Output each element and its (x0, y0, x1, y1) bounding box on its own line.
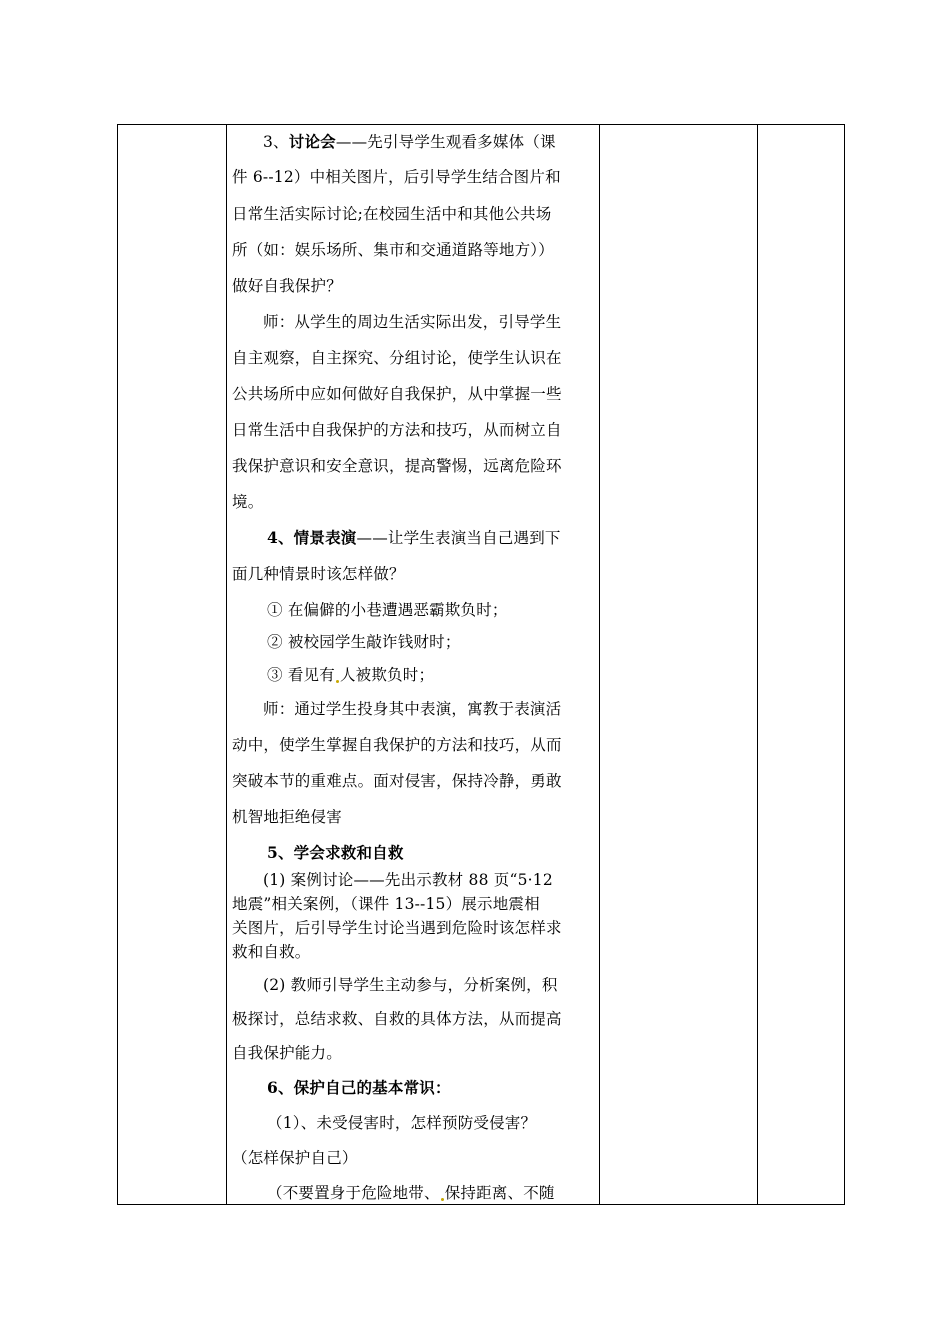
s3-line-1: 3、讨论会——先引导学生观看多媒体（课 (263, 132, 556, 151)
stray-mark-2 (441, 1198, 444, 1201)
s5-p1-line-1: (1) 案例讨论——先出示教材 88 页“5·12 (263, 871, 553, 889)
s4-heading: 4、情景表演 (267, 528, 357, 547)
s3-line-5: 做好自我保护？ (232, 277, 342, 295)
s4-teacher-1: 师：通过学生投身其中表演，寓教于表演活 (263, 700, 562, 718)
column-divider-3 (757, 125, 758, 1204)
s6-question-3: （不要置身于危险地带、 保持距离、不随 (267, 1184, 555, 1202)
s4-teacher-3: 突破本节的重难点。面对侵害，保持冷静，勇敢 (232, 772, 562, 790)
column-divider-1 (226, 125, 227, 1204)
s3-heading: 讨论会 (288, 132, 336, 151)
s3-teacher-4: 日常生活中自我保护的方法和技巧，从而树立自 (232, 421, 562, 439)
s5-heading: 5、学会求救和自救 (267, 843, 404, 862)
column-divider-2 (599, 125, 600, 1204)
s3-teacher-3: 公共场所中应如何做好自我保护，从中掌握一些 (232, 385, 562, 403)
s4-line-2: 面几种情景时该怎样做？ (232, 565, 405, 583)
s4-teacher-4: 机智地拒绝侵害 (232, 808, 342, 826)
s3-line-3: 日常生活实际讨论;在校园生活中和其他公共场 (232, 205, 552, 223)
s3-teacher-2: 自主观察，自主探究、分组讨论，使学生认识在 (232, 349, 562, 367)
s3-line-4: 所（如：娱乐场所、集市和交通道路等地方）） (232, 241, 554, 259)
s6-question-2: （怎样保护自己） (232, 1149, 358, 1167)
s6-question-1: （1）、未受侵害时，怎样预防受侵害？ (267, 1114, 537, 1132)
s5-p2-line-2: 极探讨，总结求救、自救的具体方法，从而提高 (232, 1010, 562, 1028)
s5-p1-line-2: 地震”相关案例，（课件 13--15）展示地震相 (232, 895, 540, 913)
s4-item-2: ② 被校园学生敲诈钱财时； (267, 633, 461, 651)
s4-item-3: ③ 看见有 人被欺负时； (267, 666, 435, 684)
s4-line-1: 4、情景表演——让学生表演当自己遇到下 (267, 528, 561, 547)
s3-teacher-1: 师：从学生的周边生活实际出发，引导学生 (263, 313, 562, 331)
s6-heading: 6、保护自己的基本常识： (267, 1078, 451, 1097)
s5-p2-line-1: (2) 教师引导学生主动参与，分析案例，积 (263, 976, 558, 994)
s4-item-1: ① 在偏僻的小巷遭遇恶霸欺负时； (267, 601, 508, 619)
s4-teacher-2: 动中，使学生掌握自我保护的方法和技巧，从而 (232, 736, 562, 754)
s3-line-2: 件 6--12）中相关图片，后引导学生结合图片和 (232, 168, 561, 186)
stray-mark (336, 680, 339, 683)
lesson-table (117, 124, 845, 1205)
s5-p1-line-4: 救和自救。 (232, 943, 311, 961)
s3-teacher-6: 境。 (232, 493, 264, 511)
s5-p2-line-3: 自我保护能力。 (232, 1044, 342, 1062)
s3-teacher-5: 我保护意识和安全意识，提高警惕，远离危险环 (232, 457, 562, 475)
s5-p1-line-3: 关图片，后引导学生讨论当遇到危险时该怎样求 (232, 919, 562, 937)
